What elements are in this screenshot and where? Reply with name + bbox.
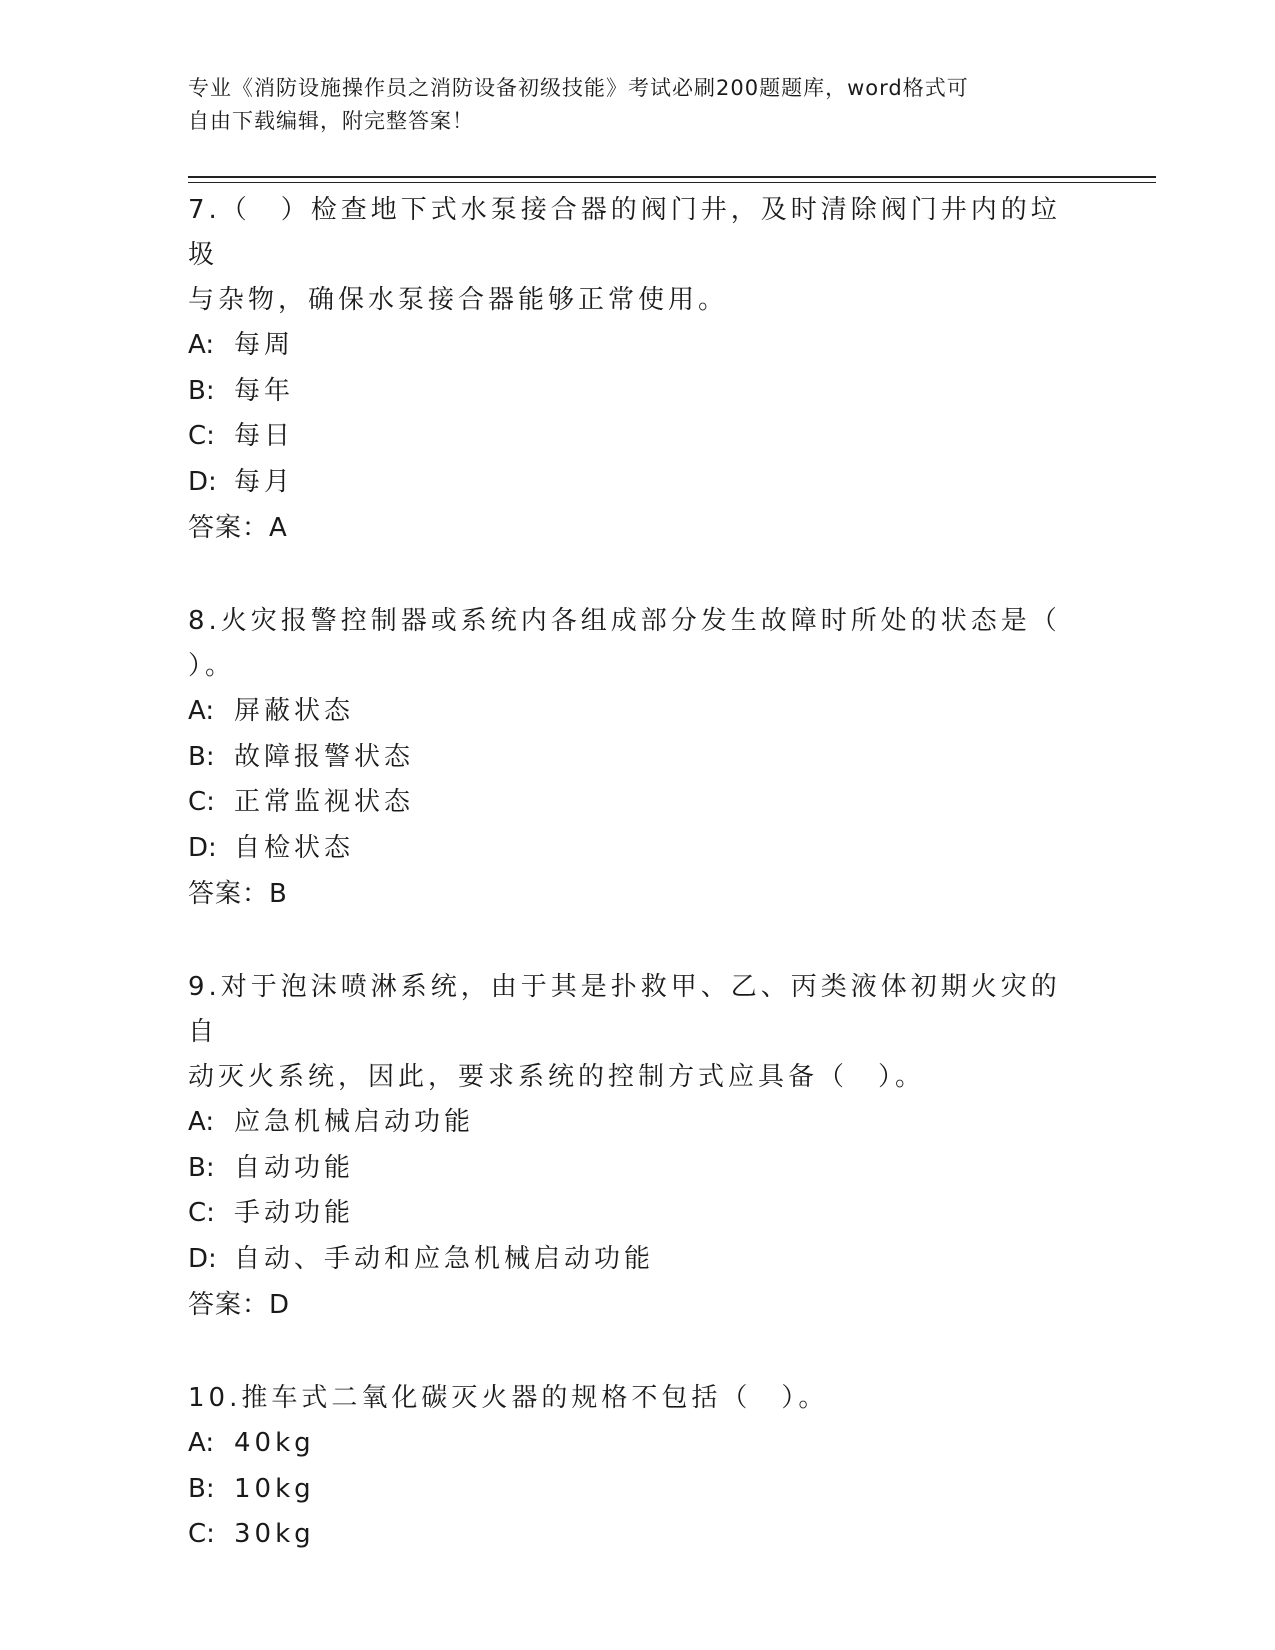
option-text: 自动功能 bbox=[234, 1152, 355, 1183]
option-letter: C: bbox=[188, 421, 215, 451]
option-text: 手动功能 bbox=[234, 1198, 355, 1228]
option-letter: D: bbox=[188, 832, 217, 863]
question-7 bbox=[188, 188, 1068, 551]
option-a bbox=[188, 1421, 1068, 1467]
option-text: 屏蔽状态 bbox=[234, 696, 355, 726]
option-b bbox=[188, 1467, 1068, 1513]
option-a bbox=[188, 689, 1068, 735]
option-b bbox=[188, 735, 1068, 781]
option-letter: D: bbox=[188, 1243, 217, 1274]
option-c bbox=[188, 780, 1068, 826]
option-text: 30kg bbox=[234, 1519, 315, 1549]
option-text: 正常监视状态 bbox=[234, 787, 415, 817]
option-d bbox=[188, 1237, 1068, 1283]
option-d bbox=[188, 460, 1068, 506]
question-10 bbox=[188, 1376, 1068, 1558]
option-letter: A: bbox=[188, 1107, 215, 1137]
option-letter: B: bbox=[188, 1152, 215, 1183]
answer-line: 答案：A bbox=[188, 513, 288, 543]
option-text: 每日 bbox=[234, 421, 295, 451]
option-a bbox=[188, 323, 1068, 369]
question-9 bbox=[188, 965, 1068, 1328]
option-letter: A: bbox=[188, 696, 215, 726]
answer-line: 答案：B bbox=[188, 879, 288, 909]
option-c bbox=[188, 1512, 1068, 1558]
option-letter: B: bbox=[188, 375, 215, 406]
option-text: 每周 bbox=[234, 330, 295, 360]
option-text: 每月 bbox=[234, 466, 295, 497]
option-text: 每年 bbox=[234, 375, 295, 406]
question-stem-line: 动灭火系统，因此，要求系统的控制方式应具备（ ）。 bbox=[188, 1062, 926, 1092]
option-text: 应急机械启动功能 bbox=[234, 1107, 475, 1137]
option-letter: A: bbox=[188, 330, 215, 360]
option-letter: C: bbox=[188, 1519, 215, 1549]
option-text: 10kg bbox=[234, 1473, 315, 1504]
option-b bbox=[188, 369, 1068, 415]
question-list bbox=[188, 188, 1068, 1606]
header-divider-thin bbox=[188, 182, 1156, 183]
option-a bbox=[188, 1100, 1068, 1146]
option-text: 40kg bbox=[234, 1428, 315, 1458]
option-letter: B: bbox=[188, 1473, 215, 1504]
option-c bbox=[188, 1191, 1068, 1237]
answer-line: 答案：D bbox=[188, 1290, 291, 1320]
option-text: 自动、手动和应急机械启动功能 bbox=[234, 1243, 655, 1274]
option-letter: A: bbox=[188, 1428, 215, 1458]
option-text: 自检状态 bbox=[234, 832, 355, 863]
question-stem-line: ）。 bbox=[188, 651, 236, 681]
question-stem-line: 8.火灾报警控制器或系统内各组成部分发生故障时所处的状态是（ bbox=[188, 606, 1061, 636]
option-text: 故障报警状态 bbox=[234, 741, 415, 772]
document-header bbox=[188, 72, 1068, 138]
header-divider-thick bbox=[188, 176, 1156, 178]
header-line-2: 自由下载编辑，附完整答案！ bbox=[188, 109, 474, 133]
question-stem-line: 9.对于泡沫喷淋系统，由于其是扑救甲、乙、丙类液体初期火灾的自 bbox=[188, 972, 1061, 1047]
question-stem-line: 与杂物，确保水泵接合器能够正常使用。 bbox=[188, 285, 729, 315]
option-letter: D: bbox=[188, 466, 217, 497]
option-c bbox=[188, 414, 1068, 460]
option-d bbox=[188, 826, 1068, 872]
header-line-1: 专业《消防设施操作员之消防设备初级技能》考试必刷200题题库，word格式可 bbox=[188, 76, 969, 100]
question-stem-line: 7.（ ）检查地下式水泵接合器的阀门井，及时清除阀门井内的垃圾 bbox=[188, 195, 1061, 270]
option-letter: B: bbox=[188, 741, 215, 772]
question-8 bbox=[188, 599, 1068, 917]
option-b bbox=[188, 1146, 1068, 1192]
option-letter: C: bbox=[188, 787, 215, 817]
option-letter: C: bbox=[188, 1198, 215, 1228]
question-stem-line: 10.推车式二氧化碳灭火器的规格不包括（ ）。 bbox=[188, 1383, 829, 1413]
